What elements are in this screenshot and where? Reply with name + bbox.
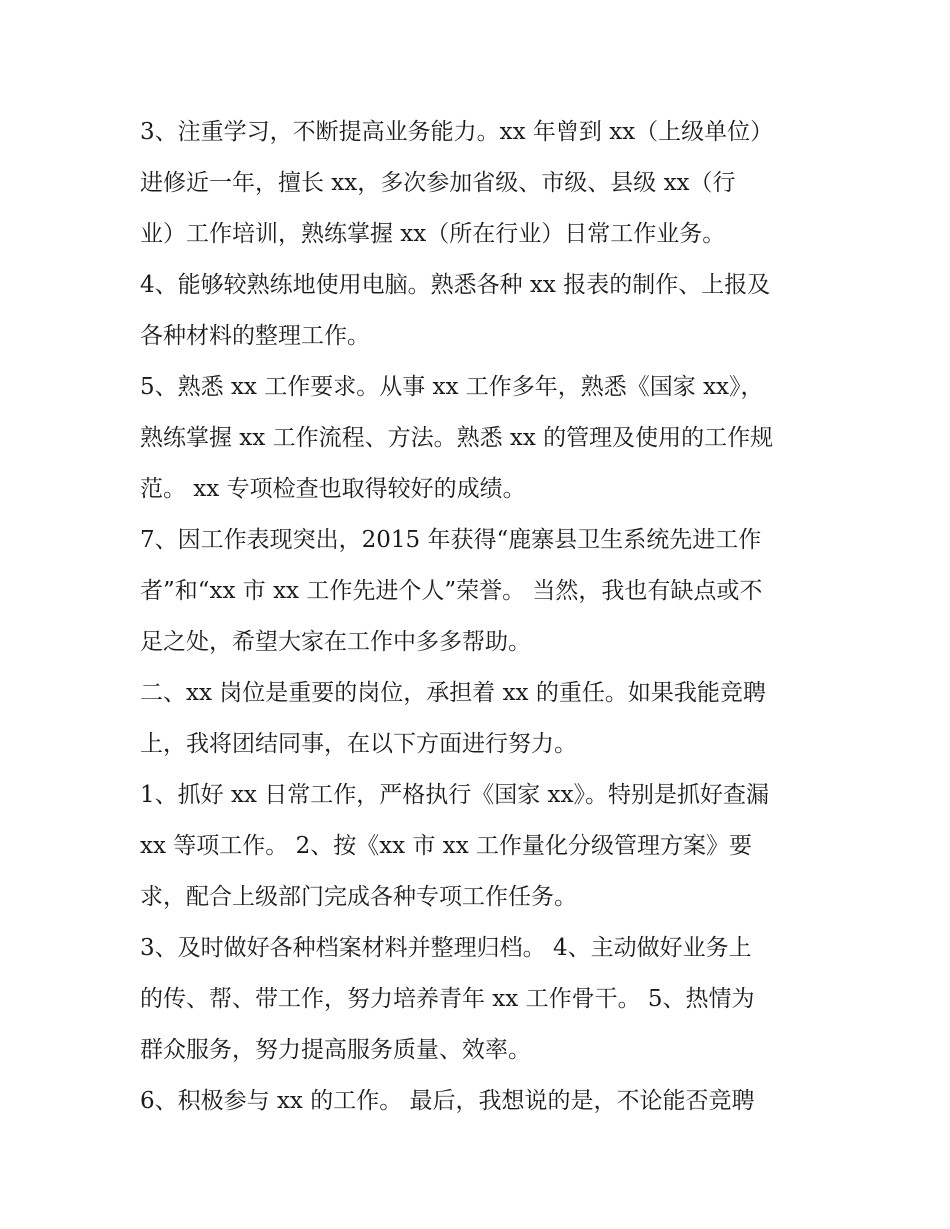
text-line-19: 群众服务，努力提高服务质量、效率。 — [140, 1037, 531, 1063]
text-line-13: 上，我将团结同事，在以下方面进行努力。 — [140, 731, 577, 757]
text-line-12: 二、xx 岗位是重要的岗位，承担着 xx 的重任。如果我能竞聘 — [140, 680, 766, 706]
text-line-14: 1、抓好 xx 日常工作，严格执行《国家 xx》。特别是抓好查漏 — [140, 782, 769, 808]
text-line-20: 6、积极参与 xx 的工作。 最后，我想说的是，不论能否竞聘 — [140, 1088, 755, 1114]
text-line-9: 7、因工作表现突出，2015 年获得“鹿寨县卫生系统先进工作 — [140, 527, 762, 553]
text-line-2: 进修近一年，擅长 xx，多次参加省级、市级、县级 xx（行 — [140, 170, 736, 196]
text-line-10: 者”和“xx 市 xx 工作先进个人”荣誉。 当然，我也有缺点或不 — [140, 578, 763, 604]
text-line-6: 5、熟悉 xx 工作要求。从事 xx 工作多年，熟悉《国家 xx》， — [140, 374, 764, 400]
text-line-15: xx 等项工作。 2、按《xx 市 xx 工作量化分级管理方案》要 — [140, 833, 753, 859]
text-line-17: 3、及时做好各种档案材料并整理归档。 4、主动做好业务上 — [140, 935, 752, 961]
text-line-18: 的传、帮、带工作，努力培养青年 xx 工作骨干。 5、热情为 — [140, 986, 755, 1012]
text-line-3: 业）工作培训，熟练掌握 xx（所在行业）日常工作业务。 — [140, 221, 726, 247]
text-line-1: 3、注重学习，不断提高业务能力。xx 年曾到 xx（上级单位） — [140, 119, 774, 145]
text-line-5: 各种材料的整理工作。 — [140, 323, 370, 349]
text-line-11: 足之处，希望大家在工作中多多帮助。 — [140, 629, 531, 655]
text-line-4: 4、能够较熟练地使用电脑。熟悉各种 xx 报表的制作、上报及 — [140, 272, 771, 298]
text-line-8: 范。 xx 专项检查也取得较好的成绩。 — [140, 476, 526, 502]
document-body — [140, 107, 820, 1127]
text-line-7: 熟练掌握 xx 工作流程、方法。熟悉 xx 的管理及使用的工作规 — [140, 425, 774, 451]
text-line-16: 求，配合上级部门完成各种专项工作任务。 — [140, 884, 577, 910]
